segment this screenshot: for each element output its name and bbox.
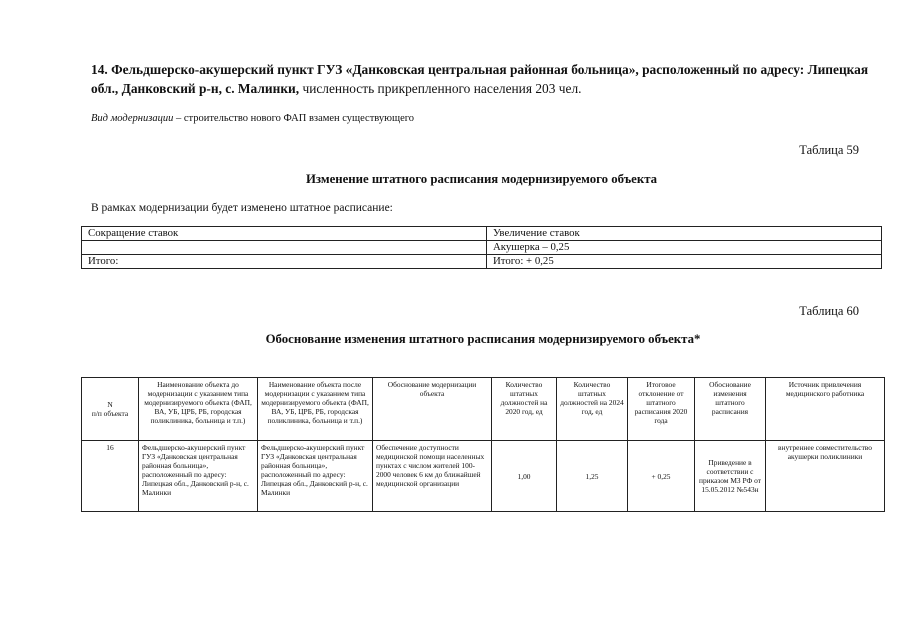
staffing-change-table	[81, 226, 882, 269]
header-object-after: Наименование объекта после модернизации с указанием типа модернизируемого объекта (ФАП, ВА, УБ, ЦРБ, РБ, городская поликлиника, больница и т.п.)	[258, 378, 373, 441]
cell-reduction	[82, 241, 487, 255]
total-reduction: Итого:	[82, 255, 487, 269]
cell-posts-2020: 1,00	[492, 441, 557, 512]
section-heading	[91, 60, 871, 98]
modernization-label: Вид модернизации	[91, 113, 174, 124]
table59-title: Изменение штатного расписания модернизируемого объекта	[305, 172, 658, 186]
total-increase: Итого: + 0,25	[487, 255, 882, 269]
cell-change-reason: Приведение в соответствии с приказом МЗ РФ от 15.05.2012 №543н	[695, 441, 766, 512]
header-justification: Обоснование модернизации объекта	[373, 378, 492, 441]
table-row	[82, 241, 882, 255]
table60-label: Таблица 60	[799, 304, 859, 318]
cell-object-after: Фельдшерско-акушерский пункт ГУЗ «Данковская центральная районная больница», расположенный по адресу: Липецкая обл., Данковский р-н, с. Малинки	[258, 441, 373, 512]
section-title-bold: 14. Фельдшерско-акушерский пункт ГУЗ «Данковская центральная районная больница», расположенный по адресу: Липецкая обл., Данковский р-н, с. Малинки,	[91, 62, 869, 96]
header-number: N п/п объекта	[82, 378, 139, 441]
header-reduction: Сокращение ставок	[82, 227, 487, 241]
table60-title: Обоснование изменения штатного расписания модернизируемого объекта*	[265, 332, 701, 346]
cell-object-before: Фельдшерско-акушерский пункт ГУЗ «Данковская центральная районная больница», расположенный по адресу: Липецкая обл., Данковский р-н, с. Малинки	[139, 441, 258, 512]
table-row	[82, 255, 882, 269]
table59-label: Таблица 59	[799, 143, 859, 157]
cell-increase: Акушерка – 0,25	[487, 241, 882, 255]
justification-table	[81, 377, 885, 512]
cell-posts-2024: 1,25	[557, 441, 628, 512]
header-object-before: Наименование объекта до модернизации с указанием типа модернизируемого объекта (ФАП, ВА, УБ, ЦРБ, РБ, городская поликлиника, больница и т.п.)	[139, 378, 258, 441]
modernization-text: – строительство нового ФАП взамен существующего	[173, 113, 415, 124]
section-title-rest: численность прикрепленного населения 203 чел.	[299, 81, 582, 96]
table-header-row	[82, 378, 885, 441]
header-increase: Увеличение ставок	[487, 227, 882, 241]
table-row	[82, 441, 885, 512]
table59-intro: В рамках модернизации будет изменено штатное расписание:	[91, 202, 393, 214]
cell-source: внутреннее совместительство акушерки поликлиники	[766, 441, 885, 512]
header-source: Источник привлечения медицинского работника	[766, 378, 885, 441]
header-posts-2024: Количество штатных должностей на 2024 год, ед	[557, 378, 628, 441]
header-change-reason: Обоснование изменения штатного расписания	[695, 378, 766, 441]
cell-number: 16	[82, 441, 139, 512]
header-deviation: Итоговое отклонение от штатного расписания 2020 года	[628, 378, 695, 441]
cell-justification: Обеспечение доступности медицинской помощи населенных пунктах с числом жителей 100-2000 человек 6 км до ближайшей медицинской организации	[373, 441, 492, 512]
table-row	[82, 227, 882, 241]
cell-deviation: + 0,25	[628, 441, 695, 512]
modernization-type	[91, 113, 414, 124]
header-posts-2020: Количество штатных должностей на 2020 год, ед	[492, 378, 557, 441]
